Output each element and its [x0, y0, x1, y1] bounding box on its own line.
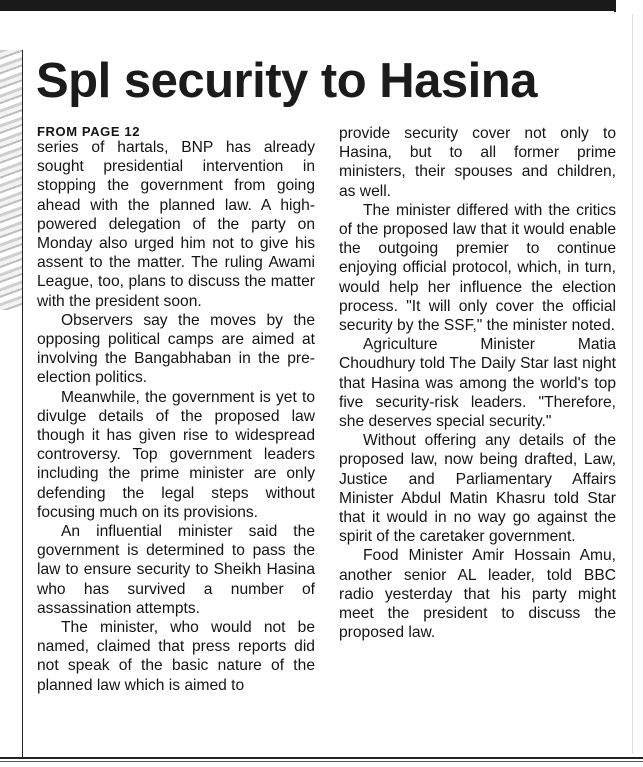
paragraph: series of hartals, BNP has already sought presidential intervention in stopping the government from going ahead with the planned law. A high-powered delegation of the party on Monday also urged him not to give his assent to the matter. The ruling Awami League, too, plans to discuss the matter with the president soon.: [37, 139, 315, 310]
bottom-rule: [0, 757, 643, 759]
paragraph: The minister, who would not be named, claimed that press reports did not speak of the basic nature of the planned law which is aimed to: [37, 619, 315, 694]
paragraph: Observers say the moves by the opposing political camps are aimed at involving the Bangabhaban in the pre-election politics.: [37, 311, 315, 387]
paragraph: An influential minister said the government is determined to pass the law to ensure security to Sheikh Hasina who has survived a number of assassination attempts.: [37, 523, 315, 617]
adjacent-photo-edge: [0, 50, 23, 758]
jump-line: FROM PAGE 12: [37, 124, 141, 139]
paragraph: The minister differed with the critics of the proposed law that it would enable the outgoing premier to continue enjoying official protocol, which, in turn, would help her influence the election process. "It will only cover the official security by the SSF," the minister noted.: [339, 201, 616, 335]
paragraph: Food Minister Amir Hossain Amu, another senior AL leader, told BBC radio yesterday that his party might meet the president to discuss the proposed law.: [339, 547, 616, 642]
top-rule: [0, 0, 615, 11]
headline: Spl security to Hasina: [36, 54, 537, 108]
paragraph: Meanwhile, the government is yet to divulge details of the proposed law though it has given rise to widespread controversy. Top government leaders including the prime minister are only defending the legal steps without focusing much on its provisions.: [37, 388, 315, 521]
article-column-right: [339, 124, 616, 642]
article-column-left: [37, 124, 315, 695]
top-rule-end: [614, 0, 616, 12]
paragraph: provide security cover not only to Hasina, but to all former prime ministers, their spouses and children, as well.: [339, 125, 616, 200]
bottom-rule-thin: [0, 761, 643, 762]
paragraph: Without offering any details of the proposed law, now being drafted, Law, Justice and Parliamentary Affairs Minister Abdul Matin Khasru told Star that it would in no way go against the spirit of the caretaker government.: [339, 432, 616, 546]
page-edge: [632, 14, 643, 754]
paragraph: Agriculture Minister Matia Choudhury told The Daily Star last night that Hasina was among the world's top five security-risk leaders. "Therefore, she deserves special security.": [339, 336, 616, 431]
